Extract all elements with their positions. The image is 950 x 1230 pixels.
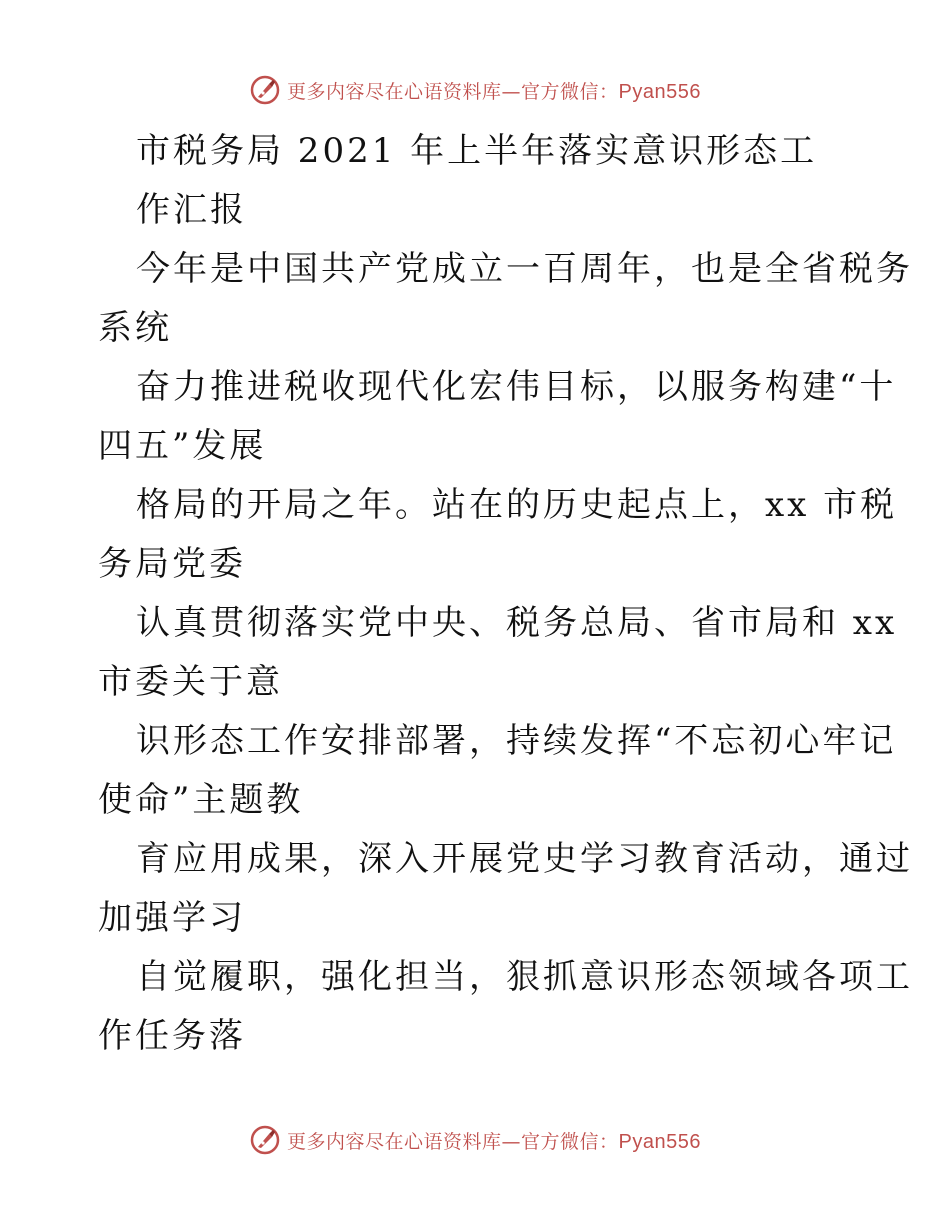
watermark-text xyxy=(287,77,701,104)
footer-watermark xyxy=(0,1120,950,1160)
document-body xyxy=(98,122,913,1066)
watermark-wechat-id: Pyan556 xyxy=(618,80,701,103)
document-line: 务局党委 xyxy=(98,544,246,584)
header-watermark xyxy=(0,70,950,110)
watermark-text xyxy=(287,1127,701,1154)
document-line: 四五”发展 xyxy=(98,426,267,466)
document-line: 奋力推进税收现代化宏伟目标，以服务构建“十 xyxy=(136,367,897,407)
watermark-label: 更多内容尽在心语资料库—官方微信： xyxy=(287,80,619,103)
document-line: 格局的开局之年。站在的历史起点上，xx 市税 xyxy=(136,485,898,525)
document-line: 作汇报 xyxy=(136,190,247,230)
document-line: 认真贯彻落实党中央、税务总局、省市局和 xx xyxy=(136,603,898,643)
pen-nib-logo-icon xyxy=(249,74,281,106)
document-line: 市税务局 2021 年上半年落实意识形态工 xyxy=(136,131,818,171)
pen-nib-logo-icon xyxy=(249,1124,281,1156)
watermark-wechat-id: Pyan556 xyxy=(618,1130,701,1153)
document-line: 今年是中国共产党成立一百周年，也是全省税务 xyxy=(136,249,913,289)
watermark-label: 更多内容尽在心语资料库—官方微信： xyxy=(287,1130,619,1153)
document-line: 作任务落 xyxy=(98,1016,246,1056)
document-line: 使命”主题教 xyxy=(98,780,304,820)
document-line: 加强学习 xyxy=(98,898,246,938)
document-line: 自觉履职，强化担当，狠抓意识形态领域各项工 xyxy=(136,957,913,997)
document-line: 识形态工作安排部署，持续发挥“不忘初心牢记 xyxy=(136,721,897,761)
document-line: 市委关于意 xyxy=(98,662,283,702)
document-line: 育应用成果，深入开展党史学习教育活动，通过 xyxy=(136,839,913,879)
document-line: 系统 xyxy=(98,308,172,348)
